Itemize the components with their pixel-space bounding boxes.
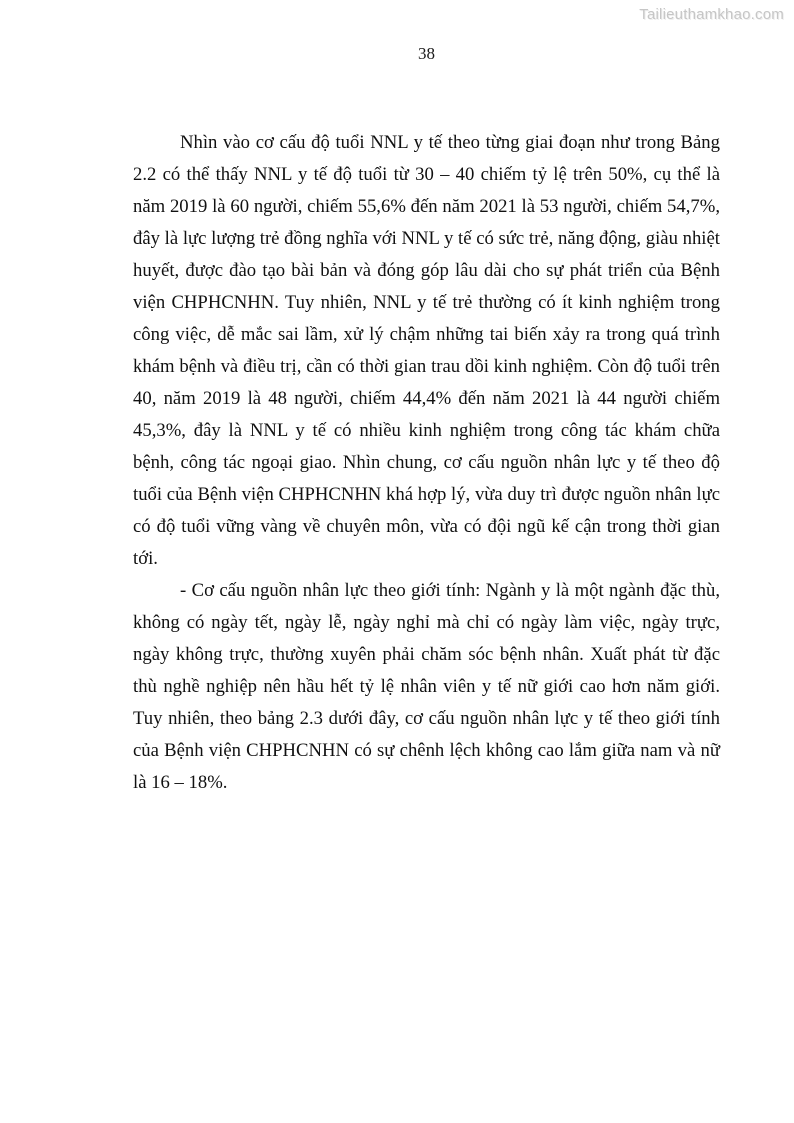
- paragraph-age-structure: Nhìn vào cơ cấu độ tuổi NNL y tế theo từng giai đoạn như trong Bảng 2.2 có thể thấy NNL y tế độ tuổi từ 30 – 40 chiếm tỷ lệ trên 50%, cụ thể là năm 2019 là 60 người, chiếm 55,6% đến năm 2021 là 53 người, chiếm 54,7%, đây là lực lượng trẻ đồng nghĩa với NNL y tế có sức trẻ, năng động, giàu nhiệt huyết, được đào tạo bài bản và đóng góp lâu dài cho sự phát triển của Bệnh viện CHPHCNHN. Tuy nhiên, NNL y tế trẻ thường có ít kinh nghiệm trong công việc, dễ mắc sai lầm, xử lý chậm những tai biến xảy ra trong quá trình khám bệnh và điều trị, cần có thời gian trau dồi kinh nghiệm. Còn độ tuổi trên 40, năm 2019 là 48 người, chiếm 44,4% đến năm 2021 là 44 người chiếm 45,3%, đây là NNL y tế có nhiều kinh nghiệm trong công tác khám chữa bệnh, công tác ngoại giao. Nhìn chung, cơ cấu nguồn nhân lực y tế theo độ tuổi của Bệnh viện CHPHCNHN khá hợp lý, vừa duy trì được nguồn nhân lực có độ tuổi vững vàng về chuyên môn, vừa có đội ngũ kế cận trong thời gian tới.: [133, 132, 720, 569]
- page-number: 38: [418, 44, 435, 63]
- watermark-text: Tailieuthamkhao.com: [639, 6, 784, 23]
- paragraph-gender-structure: - Cơ cấu nguồn nhân lực theo giới tính: Ngành y là một ngành đặc thù, không có ngày tết, ngày lễ, ngày nghỉ mà chỉ có ngày làm việc, ngày trực, ngày không trực, thường xuyên phải chăm sóc bệnh nhân. Xuất phát từ đặc thù nghề nghiệp nên hầu hết tỷ lệ nhân viên y tế nữ giới cao hơn năm giới. Tuy nhiên, theo bảng 2.3 dưới đây, cơ cấu nguồn nhân lực y tế theo giới tính của Bệnh viện CHPHCNHN có sự chênh lệch không cao lắm giữa nam và nữ là 16 – 18%.: [133, 580, 720, 793]
- body-text: [133, 127, 720, 799]
